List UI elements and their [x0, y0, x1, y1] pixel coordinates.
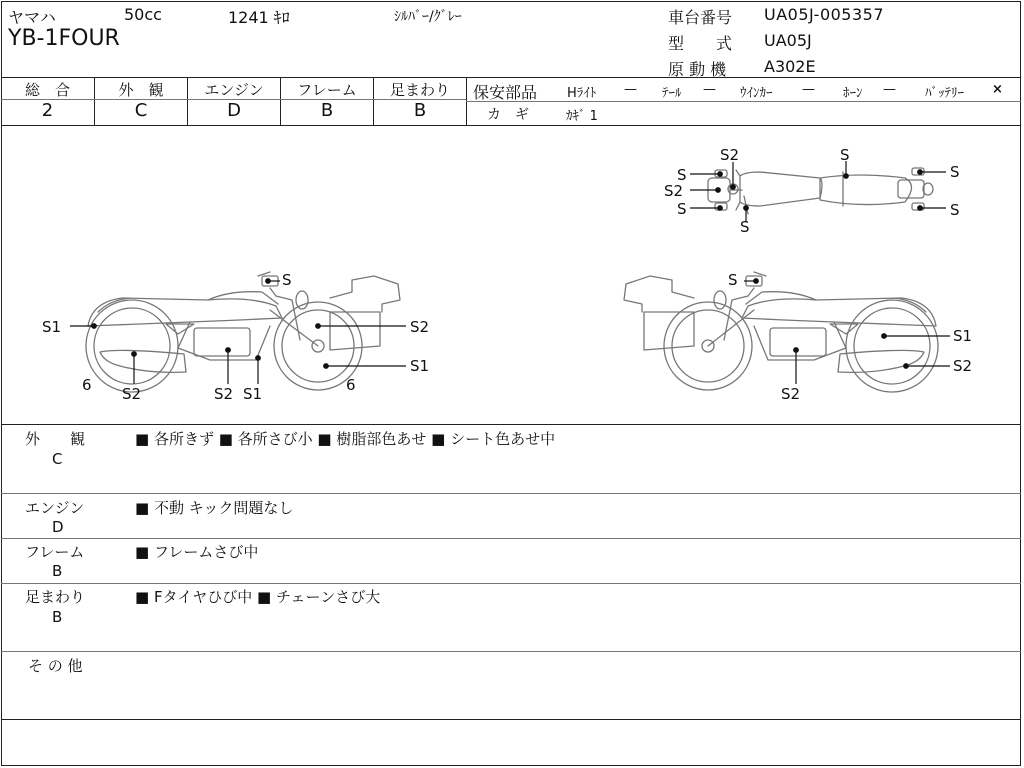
left-label: S2	[410, 318, 430, 336]
right-label: S	[728, 271, 738, 289]
top-label: S2	[720, 146, 740, 164]
mileage: 1241 ｷﾛ	[228, 8, 290, 27]
key-value: ｶｷﾞ 1	[566, 109, 598, 124]
grade-value-engine: D	[227, 100, 241, 121]
safety-mark-tail: —	[703, 82, 716, 97]
note-title-other: そ の 他	[28, 657, 83, 675]
note-divider	[1, 493, 1021, 494]
right-view-motorcycle	[624, 272, 938, 392]
note-text-engine: ■ 不動 キック問題なし	[135, 499, 294, 517]
frame-no: UA05J-005357	[764, 5, 885, 24]
left-label: 6	[346, 376, 356, 394]
note-text-suspension: ■ Fタイヤひび中 ■ チェーンさび大	[135, 588, 381, 606]
model-type: UA05J	[764, 31, 812, 50]
bottom-divider	[1, 719, 1021, 720]
left-view-motorcycle	[86, 272, 400, 392]
note-grade-engine: D	[52, 518, 64, 536]
grade-label-overall: 総 合	[24, 81, 70, 99]
note-title-suspension: 足まわり	[25, 588, 86, 606]
left-label: S	[282, 271, 292, 289]
safety-item-horn: ﾎｰﾝ	[843, 86, 863, 101]
damage-diagram	[0, 126, 1024, 424]
key-label: カ ギ	[487, 107, 529, 123]
note-divider	[1, 651, 1021, 652]
top-label: S	[740, 218, 750, 236]
grade-value-suspension: B	[413, 100, 427, 121]
grade-label-exterior: 外 観	[118, 81, 164, 99]
top-label: S	[840, 146, 850, 164]
safety-item-battery: ﾊﾞｯﾃﾘｰ	[925, 86, 964, 101]
note-text-frame: ■ フレームさび中	[135, 543, 259, 561]
frame-no-label: 車台番号	[668, 8, 733, 27]
top-label: S	[677, 200, 687, 218]
safety-mark-winker: —	[802, 82, 815, 97]
top-label: S	[677, 166, 687, 184]
damage-leaders	[70, 161, 950, 384]
safety-item-winker: ｳｲﾝｶｰ	[740, 86, 773, 101]
safety-mark-horn: —	[883, 82, 896, 97]
note-text-exterior: ■ 各所きず ■ 各所さび小 ■ 樹脂部色あせ ■ シート色あせ中	[135, 430, 556, 448]
left-label: 6	[82, 376, 92, 394]
grade-label-suspension: 足まわり	[389, 81, 450, 99]
safety-mark-headlight: —	[624, 82, 637, 97]
grade-value-frame: B	[320, 100, 334, 121]
note-divider	[1, 583, 1021, 584]
top-label: S	[950, 201, 960, 219]
right-label: S2	[953, 357, 973, 375]
left-label: S2	[214, 385, 234, 403]
grade-label-engine: エンジン	[204, 81, 264, 99]
safety-label: 保安部品	[473, 83, 538, 102]
color: ｼﾙﾊﾞｰ/ｸﾞﾚｰ	[394, 9, 462, 25]
header-divider	[1, 77, 1021, 78]
diagram-divider	[1, 424, 1021, 425]
safety-item-headlight: Hﾗｲﾄ	[567, 86, 597, 101]
note-title-engine: エンジン	[25, 499, 85, 517]
note-grade-frame: B	[52, 562, 63, 580]
top-label: S	[950, 163, 960, 181]
left-label: S1	[410, 357, 430, 375]
safety-row-divider	[466, 101, 1021, 102]
right-label: S1	[953, 327, 973, 345]
top-view-motorcycle	[708, 168, 933, 214]
displacement: 50cc	[124, 5, 162, 24]
right-label: S2	[781, 385, 801, 403]
top-label: S2	[664, 182, 684, 200]
note-grade-exterior: C	[52, 450, 63, 468]
safety-mark-battery: ×	[992, 82, 1003, 97]
type-label: 型 式	[668, 34, 733, 53]
note-grade-suspension: B	[52, 608, 63, 626]
left-label: S1	[42, 318, 62, 336]
note-title-exterior: 外 観	[25, 430, 86, 448]
grade-value-exterior: C	[134, 100, 148, 121]
grade-value-overall: 2	[41, 100, 54, 121]
model-name: YB-1FOUR	[8, 26, 120, 51]
engine-label: 原 動 機	[668, 60, 727, 79]
note-divider	[1, 538, 1021, 539]
grade-label-frame: フレーム	[297, 81, 357, 99]
left-label: S1	[243, 385, 263, 403]
safety-item-tail: ﾃｰﾙ	[662, 86, 682, 101]
maker: ヤマハ	[8, 8, 56, 27]
left-label: S2	[122, 385, 142, 403]
note-title-frame: フレーム	[25, 543, 85, 561]
engine-code: A302E	[764, 57, 816, 76]
